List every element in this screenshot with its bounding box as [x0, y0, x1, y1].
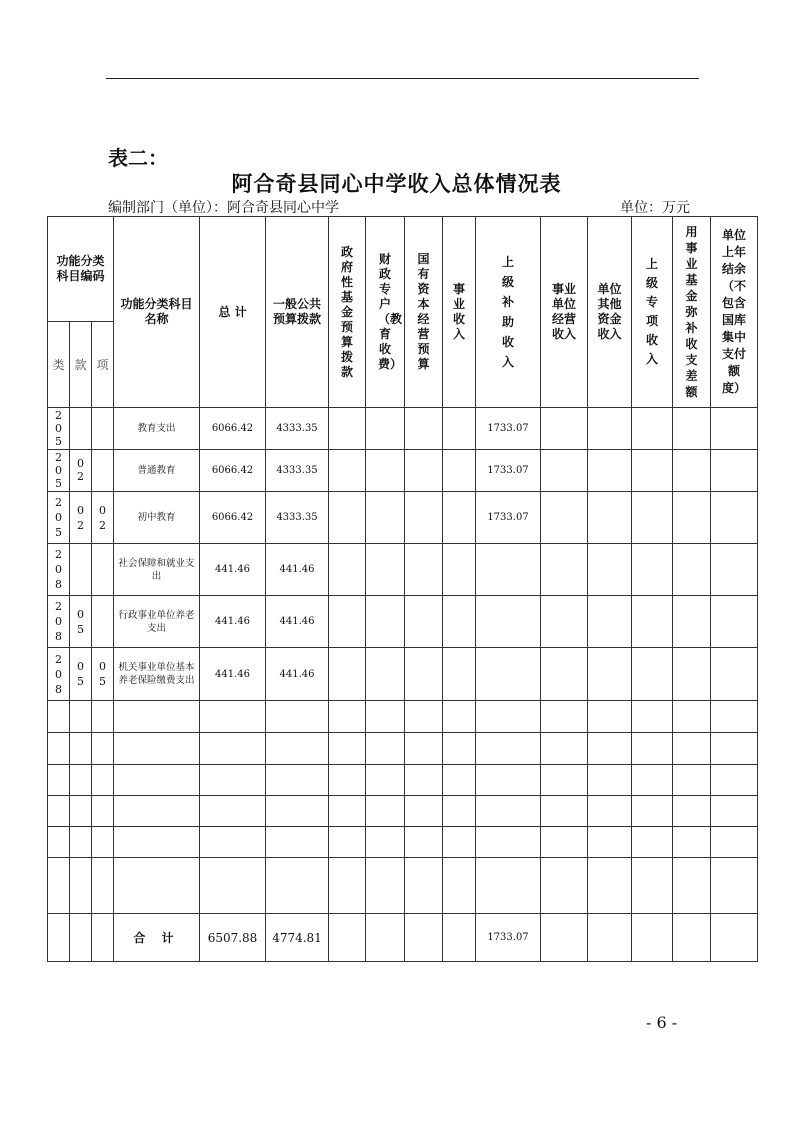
header-superior: 上级补助收入: [476, 217, 541, 408]
cell-xiang: 05: [92, 648, 114, 701]
cell-superior: [476, 648, 541, 701]
cell-lei: 208: [48, 596, 70, 648]
income-table: [47, 216, 758, 962]
cell-name: 机关事业单位基本养老保险缴费支出: [114, 648, 200, 701]
cell-kuan: 05: [70, 648, 92, 701]
cell-total: 441.46: [200, 596, 266, 648]
cell-name: 教育支出: [114, 408, 200, 450]
cell-total: 6066.42: [200, 492, 266, 544]
cell-total: 6066.42: [200, 408, 266, 450]
cell-general: 4333.35: [266, 450, 329, 492]
cell-superior: [476, 596, 541, 648]
header-superior-special: 上级专项收入: [632, 217, 673, 408]
cell-superior: 1733.07: [476, 450, 541, 492]
cell-lei: 205: [48, 492, 70, 544]
total-general: 4774.81: [266, 914, 329, 962]
cell-name: 行政事业单位养老支出: [114, 596, 200, 648]
cell-superior: [476, 544, 541, 596]
cell-total: 441.46: [200, 648, 266, 701]
page-title: 阿合奇县同心中学收入总体情况表: [231, 172, 562, 196]
unit-line: 单位：万元: [620, 200, 690, 216]
cell-kuan: 02: [70, 492, 92, 544]
cell-xiang: [92, 408, 114, 450]
header-other: 单位其他资金收入: [588, 217, 632, 408]
cell-general: 441.46: [266, 596, 329, 648]
header-business: 事业收入: [443, 217, 476, 408]
total-row: [48, 914, 758, 962]
header-rule: [106, 78, 699, 79]
cell-xiang: 02: [92, 492, 114, 544]
header-xiang: 项: [92, 322, 114, 408]
cell-xiang: [92, 544, 114, 596]
empty-row: [48, 701, 758, 733]
header-carryover: 单位上年结余（不包含国库集中支付额度）: [711, 217, 758, 408]
cell-xiang: [92, 450, 114, 492]
cell-lei: 205: [48, 450, 70, 492]
header-kuan: 款: [70, 322, 92, 408]
header-stateowned: 国有资本经营预算: [405, 217, 443, 408]
empty-row: [48, 858, 758, 914]
table-row: [48, 596, 758, 648]
table-row: [48, 450, 758, 492]
cell-lei: 208: [48, 648, 70, 701]
total-label: 合 计: [114, 914, 200, 962]
table-label: 表二：: [108, 146, 168, 170]
header-total: 总 计: [200, 217, 266, 408]
cell-xiang: [92, 596, 114, 648]
total-superior: 1733.07: [476, 914, 541, 962]
total-total: 6507.88: [200, 914, 266, 962]
cell-superior: 1733.07: [476, 408, 541, 450]
cell-total: 6066.42: [200, 450, 266, 492]
empty-row: [48, 733, 758, 765]
header-govfund: 政府性基金预算拨款: [329, 217, 366, 408]
cell-kuan: 05: [70, 596, 92, 648]
cell-kuan: [70, 544, 92, 596]
header-lei: 类: [48, 322, 70, 408]
cell-total: 441.46: [200, 544, 266, 596]
header-special: 财政专户（教育收费）: [366, 217, 405, 408]
cell-general: 4333.35: [266, 408, 329, 450]
cell-superior: 1733.07: [476, 492, 541, 544]
table-row: [48, 408, 758, 450]
cell-name: 初中教育: [114, 492, 200, 544]
cell-lei: 205: [48, 408, 70, 450]
empty-row: [48, 796, 758, 827]
cell-general: 441.46: [266, 648, 329, 701]
table-row: [48, 492, 758, 544]
cell-general: 441.46: [266, 544, 329, 596]
empty-row: [48, 827, 758, 858]
table-row: [48, 544, 758, 596]
cell-lei: 208: [48, 544, 70, 596]
cell-name: 社会保障和就业支出: [114, 544, 200, 596]
page-number: - 6 -: [646, 1013, 678, 1032]
cell-general: 4333.35: [266, 492, 329, 544]
header-code-group: 功能分类科目编码: [48, 217, 114, 322]
empty-row: [48, 765, 758, 796]
cell-kuan: 02: [70, 450, 92, 492]
cell-name: 普通教育: [114, 450, 200, 492]
header-general: 一般公共预算拨款: [266, 217, 329, 408]
header-name: 功能分类科目名称: [114, 217, 200, 408]
cell-kuan: [70, 408, 92, 450]
header-fund-gap: 用事业基金弥补收支差额: [673, 217, 711, 408]
header-operating: 事业单位经营收入: [541, 217, 588, 408]
table-row: [48, 648, 758, 701]
org-line: 编制部门（单位）：阿合奇县同心中学: [108, 200, 339, 216]
